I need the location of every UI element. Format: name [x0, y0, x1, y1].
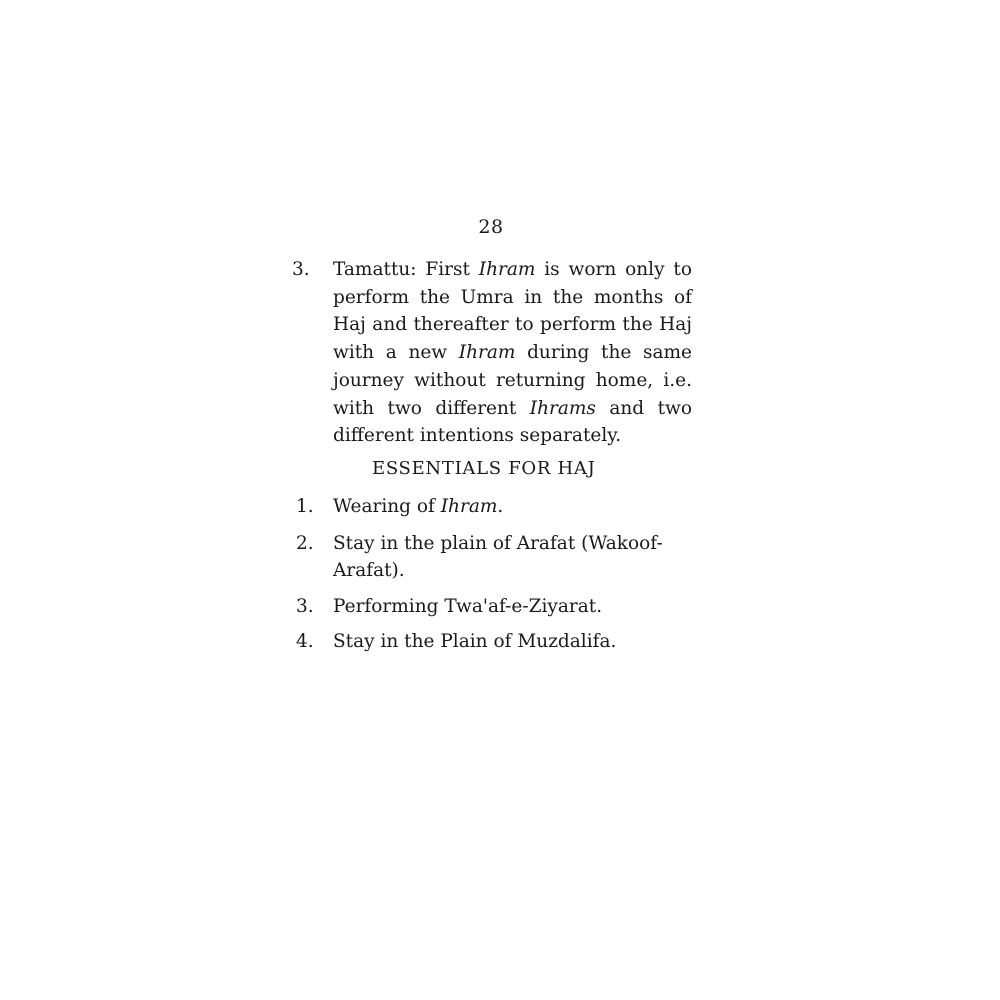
tamattu-item: [292, 256, 692, 450]
section-heading: ESSENTIALS FOR HAJ: [372, 458, 596, 479]
italic-term: Ihram: [478, 259, 536, 280]
text-line: with a new Ihram during the same: [333, 342, 692, 364]
italic-term: Ihram: [458, 342, 516, 364]
text-line: with two different Ihrams and two: [333, 397, 692, 419]
item-number: 3.: [292, 259, 310, 280]
item-number: 2.: [296, 533, 314, 554]
list-item: 3. Performing Twa'af-e-Ziyarat.: [296, 592, 696, 622]
text-line: Tamattu: First Ihram is worn only to: [333, 259, 692, 280]
list-item: 4. Stay in the Plain of Muzdalifa.: [296, 627, 696, 657]
text-line: Haj and thereafter to perform the Haj: [333, 314, 692, 336]
italic-term: Ihrams: [529, 397, 596, 419]
text-line: journey without returning home, i.e.: [333, 369, 692, 391]
page-number: 28: [478, 216, 504, 238]
italic-term: Ihram: [440, 496, 498, 517]
item-number: 4.: [296, 631, 314, 652]
list-item: 1. Wearing of Ihram.: [296, 492, 696, 522]
item-number: 3.: [296, 596, 314, 617]
text-line: different intentions separately.: [333, 425, 622, 447]
tamattu-text: [333, 256, 692, 450]
text-line: perform the Umra in the months of: [333, 286, 692, 308]
item-number: 1.: [296, 496, 314, 517]
list-item: 2. Stay in the plain of Arafat (Wakoof- Arafat).: [296, 529, 696, 586]
